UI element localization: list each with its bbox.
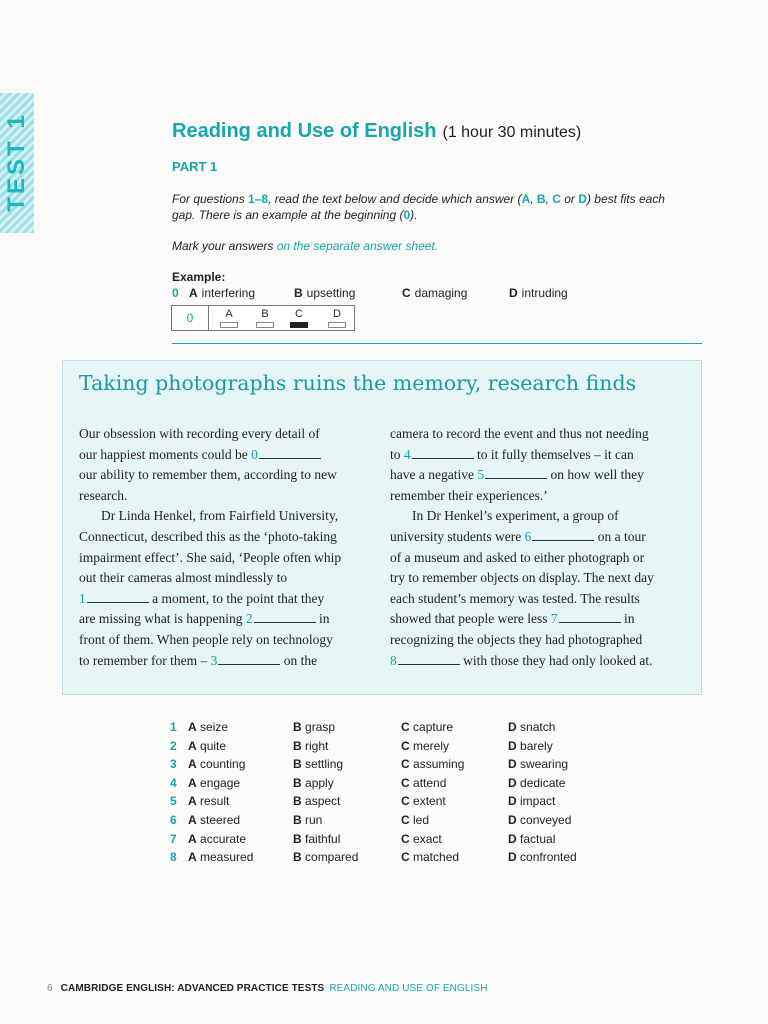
page-number: 6	[47, 983, 53, 994]
gap-6: 6	[524, 528, 532, 544]
gap-line	[485, 466, 547, 479]
article-box	[62, 360, 702, 695]
part-label: PART 1	[172, 159, 218, 174]
page-title	[172, 120, 581, 143]
gap-3: 3	[210, 652, 218, 668]
answer-bubble-c-selected: C	[290, 308, 308, 328]
example-label: Example:	[172, 270, 226, 284]
answer-bubble-b: B	[256, 308, 274, 328]
gap-1: 1	[79, 590, 86, 606]
gap-line	[532, 528, 594, 541]
gap-line	[254, 610, 316, 623]
answer-bubble-d: D	[328, 308, 346, 328]
answer-bubble-a: A	[220, 308, 238, 328]
section-title: Reading and Use of English	[172, 120, 437, 142]
side-tab-label: TEST 1	[3, 112, 30, 212]
gap-line	[412, 446, 474, 459]
article-column-right: camera to record the event and thus not needing to 4 to it fully themselves – it can have a negative 5 on how well they remember their experiences.’ In Dr Henkel’s experiment, a group of university students were 6 on a tour of a museum and asked to either photograph or try to remember objects on display. The next day each student’s memory was tested. The results showed that people were less 7 in recognizing the objects they had photographed 8 with those they had only looked at.	[390, 426, 654, 668]
gap-7: 7	[550, 611, 558, 627]
book-title: CAMBRIDGE ENGLISH: ADVANCED PRACTICE TESTS	[60, 983, 325, 994]
example-option-a: A interfering	[189, 286, 256, 300]
section-divider	[172, 343, 702, 344]
side-tab	[0, 93, 34, 233]
gap-8: 8	[390, 652, 397, 668]
gap-4: 4	[403, 446, 411, 462]
example-option-d: D intruding	[509, 286, 568, 300]
page-footer	[47, 983, 488, 994]
example-number: 0	[172, 286, 179, 300]
gap-line	[398, 652, 460, 665]
example-option-c: C damaging	[402, 286, 468, 300]
gap-0: 0	[251, 446, 258, 462]
example-answer-box	[171, 305, 355, 331]
gap-2: 2	[245, 611, 253, 627]
example-option-b: B upsetting	[294, 286, 356, 300]
gap-5: 5	[477, 467, 485, 483]
gap-line	[259, 446, 321, 459]
instructions-line-1: For questions 1–8, read the text below and decide which answer (A, B, C or D) best fits each	[172, 192, 665, 206]
gap-line	[218, 652, 280, 665]
answer-box-number: 0	[172, 306, 209, 330]
article-title: Taking photographs ruins the memory, research finds	[79, 371, 637, 395]
article-column-left: Our obsession with recording every detail of our happiest moments could be 0 our ability to remember them, according to new research. Dr Linda Henkel, from Fairfield University, Connecticut, described this as the ‘photo-taking impairment effect’. She said, ‘People often whip out their cameras almost mindlessly to 1 a moment, to the point that they are missing what is happening 2 in front of them. When people rely on technology to remember for them – 3 on the	[79, 426, 342, 668]
gap-line	[87, 590, 149, 603]
gap-line	[559, 610, 621, 623]
instructions-mark: Mark your answers on the separate answer sheet.	[172, 239, 439, 253]
section-duration: (1 hour 30 minutes)	[442, 124, 582, 141]
instructions-line-2: gap. There is an example at the beginning (0).	[172, 208, 418, 222]
footer-section: READING AND USE OF ENGLISH	[329, 983, 488, 994]
